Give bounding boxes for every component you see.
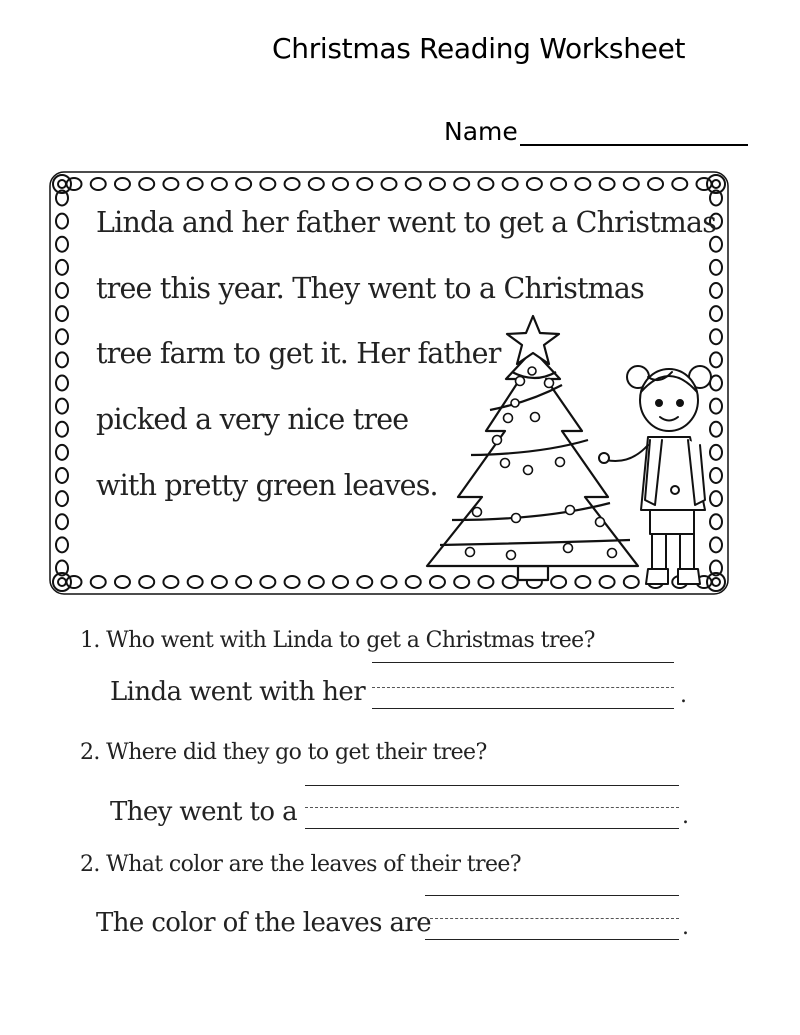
border-scallop [478,576,493,588]
border-scallop [91,576,106,588]
border-scallop [212,178,227,190]
border-scallop [333,178,348,190]
border-scallop [56,468,68,483]
border-scallop [260,178,275,190]
border-scallop [188,576,203,588]
border-scallop [139,178,154,190]
name-label: Name [444,117,518,146]
border-scallop [503,178,518,190]
story-line: tree this year. They went to a Christmas [96,272,644,305]
border-scallop [430,178,445,190]
answer-1-prompt: Linda went with her [110,677,366,707]
border-scallop [357,576,372,588]
border-scallop [115,576,130,588]
border-scallop [56,422,68,437]
border-scallop [600,576,615,588]
border-scallop [697,178,712,190]
border-scallop [163,576,178,588]
border-scallop [285,576,300,588]
border-scallop [91,178,106,190]
border-scallop [712,180,720,188]
border-scallop [357,178,372,190]
answer-2-prompt: They went to a [110,797,297,827]
border-scallop [478,178,493,190]
border-scallop [406,576,421,588]
answer-2-field[interactable] [305,828,679,829]
story-line: with pretty green leaves. [96,469,438,502]
border-scallop [56,445,68,460]
border-scallop [551,178,566,190]
answer-3-period: . [682,915,689,940]
answer-1-period: . [680,683,687,708]
border-scallop [382,178,397,190]
answer-1-field[interactable] [372,708,674,709]
border-scallop [710,306,722,321]
border-scallop [575,178,590,190]
answer-3-prompt: The color of the leaves are [96,908,432,938]
border-scallop [163,178,178,190]
border-scallop [188,178,203,190]
story-line: picked a very nice tree [96,403,409,436]
answer-1-dashed-line [372,687,674,688]
border-scallop [56,260,68,275]
border-scallop [260,576,275,588]
border-scallop [527,178,542,190]
border-scallop [56,352,68,367]
answer-2-dashed-line [305,807,679,808]
answer-3-field[interactable] [425,939,679,940]
border-scallop [56,491,68,506]
border-scallop [139,576,154,588]
border-scallop [56,514,68,529]
border-scallop [67,576,82,588]
border-scallop [56,283,68,298]
story-line: tree farm to get it. Her father [96,337,501,370]
answer-line [305,785,679,786]
border-scallop [710,329,722,344]
border-scallop [454,178,469,190]
border-scallop [212,576,227,588]
border-scallop [56,329,68,344]
border-scallop [56,306,68,321]
border-scallop [58,180,66,188]
border-scallop [710,537,722,552]
border-scallop [710,491,722,506]
border-scallop [710,260,722,275]
answer-2-period: . [682,804,689,829]
border-scallop [672,178,687,190]
border-scallop [710,445,722,460]
question-2: 2. Where did they go to get their tree? [80,740,487,765]
border-scallop [503,576,518,588]
border-scallop [56,214,68,229]
worksheet-title: Christmas Reading Worksheet [272,32,686,65]
border-scallop [710,237,722,252]
border-scallop [648,178,663,190]
border-scallop [710,514,722,529]
border-scallop [56,376,68,391]
border-scallop [236,576,251,588]
border-scallop [712,578,720,586]
border-scallop [236,178,251,190]
border-scallop [58,578,66,586]
border-scallop [710,468,722,483]
border-scallop [406,178,421,190]
answer-line [372,662,674,663]
border-scallop [551,576,566,588]
story-line: Linda and her father went to get a Christmas [96,206,717,239]
border-scallop [710,352,722,367]
border-scallop [430,576,445,588]
border-scallop [710,422,722,437]
border-scallop [600,178,615,190]
border-scallop [575,576,590,588]
border-scallop [309,576,324,588]
answer-line [425,895,679,896]
border-scallop [710,283,722,298]
question-3: 2. What color are the leaves of their tree? [80,852,521,877]
question-1: 1. Who went with Linda to get a Christmas tree? [80,628,595,653]
border-scallop [710,399,722,414]
border-scallop [56,399,68,414]
border-scallop [67,178,82,190]
border-scallop [454,576,469,588]
border-scallop [624,178,639,190]
border-scallop [285,178,300,190]
answer-3-dashed-line [425,918,679,919]
border-scallop [333,576,348,588]
border-scallop [382,576,397,588]
border-scallop [115,178,130,190]
border-scallop [624,576,639,588]
border-scallop [309,178,324,190]
border-scallop [56,237,68,252]
border-scallop [56,537,68,552]
